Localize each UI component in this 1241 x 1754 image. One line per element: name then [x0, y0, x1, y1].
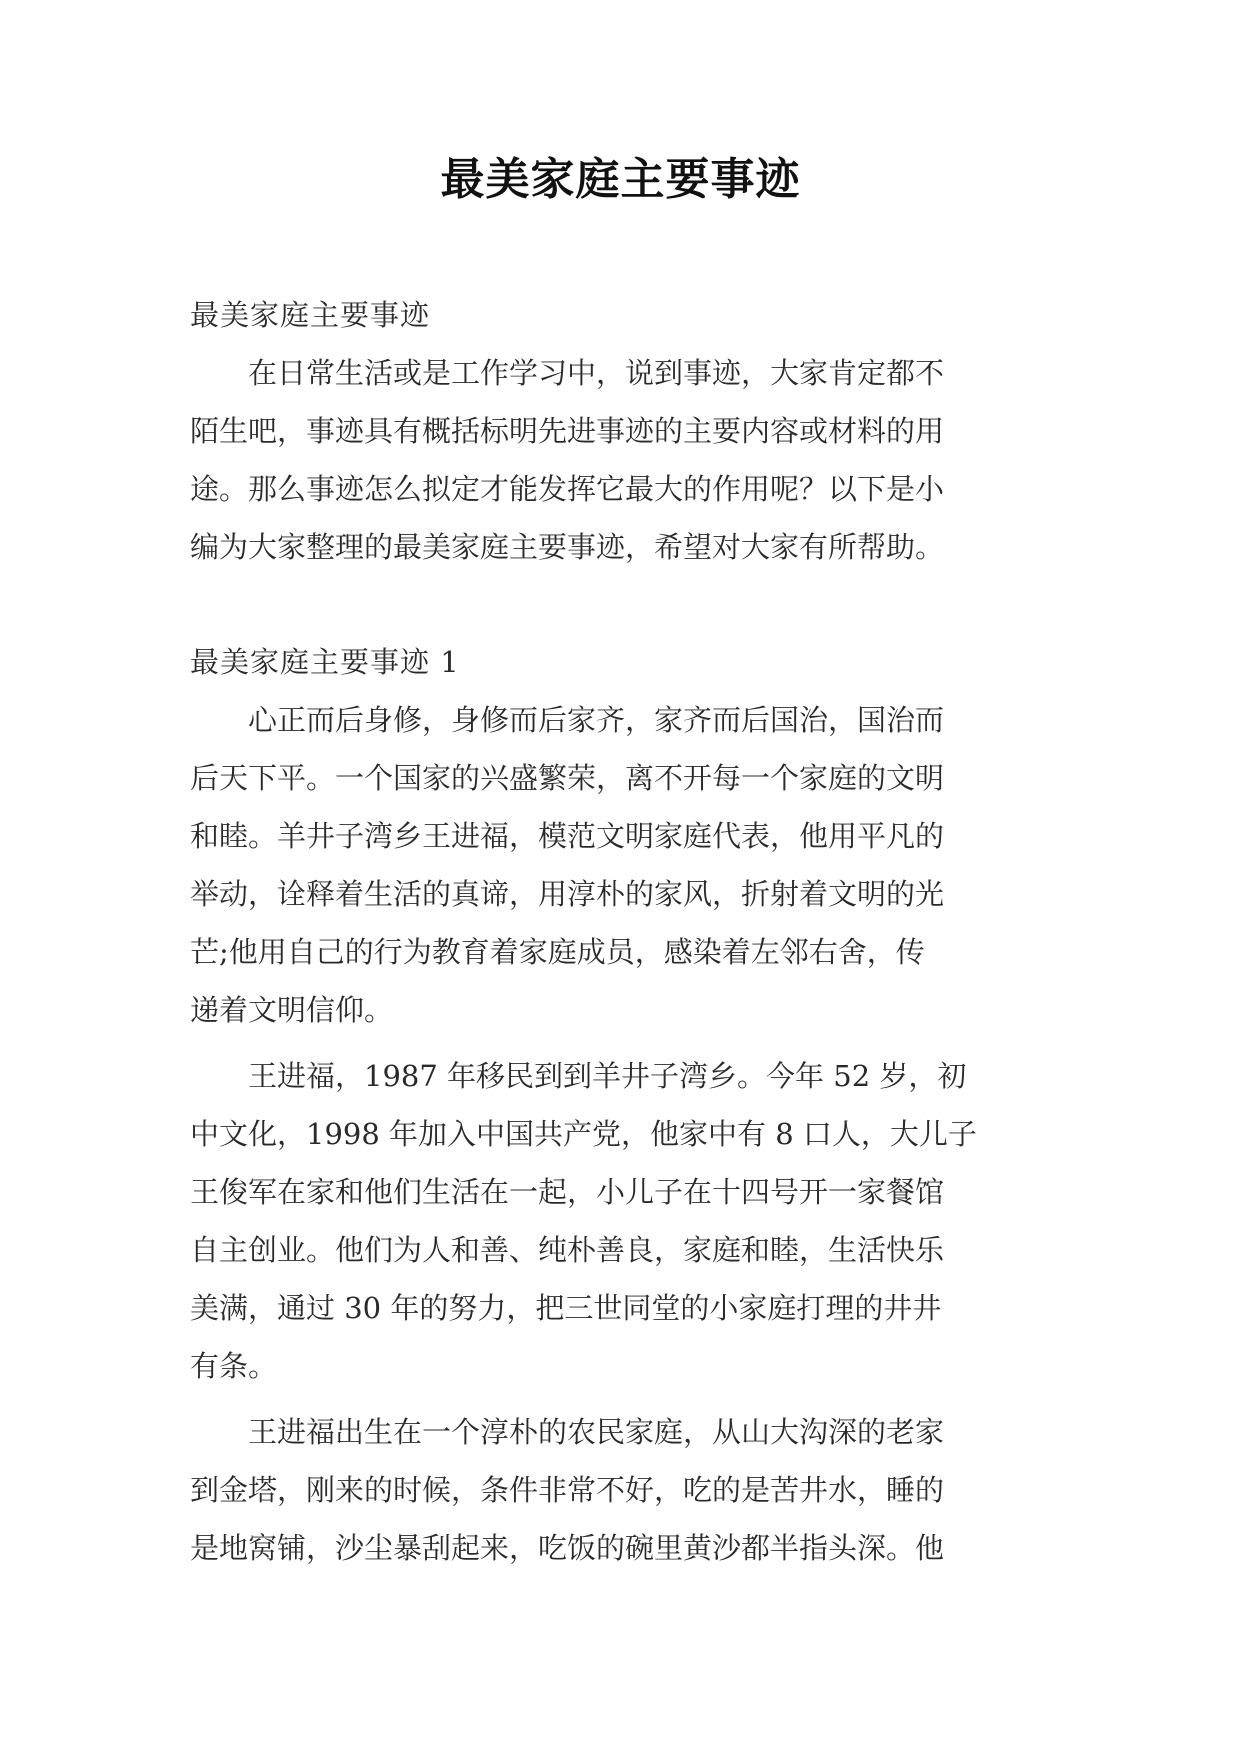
paragraph-line: 举动，诠释着生活的真谛，用淳朴的家风，折射着文明的光 [190, 877, 945, 911]
paragraph-line: 王进福，1987 年移民到到羊井子湾乡。今年 52 岁，初 [248, 1059, 967, 1093]
paragraph-line: 中文化，1998 年加入中国共产党，他家中有 8 口人，大儿子 [190, 1117, 977, 1151]
paragraph-line: 美满，通过 30 年的努力，把三世同堂的小家庭打理的井井 [190, 1291, 942, 1325]
paragraph-line: 编为大家整理的最美家庭主要事迹，希望对大家有所帮助。 [190, 530, 945, 564]
paragraph-line: 在日常生活或是工作学习中，说到事迹，大家肯定都不 [248, 356, 945, 390]
paragraph-line: 心正而后身修，身修而后家齐，家齐而后国治，国治而 [248, 703, 945, 737]
paragraph-line: 和睦。羊井子湾乡王进福，模范文明家庭代表，他用平凡的 [190, 819, 945, 853]
paragraph-line: 后天下平。一个国家的兴盛繁荣，离不开每一个家庭的文明 [190, 761, 945, 795]
paragraph-line: 芒;他用自己的行为教育着家庭成员，感染着左邻右舍，传 [190, 935, 925, 969]
intro-paragraph [190, 344, 1050, 576]
document-body [190, 286, 1050, 1577]
paragraph-line: 是地窝铺，沙尘暴刮起来，吃饭的碗里黄沙都半指头深。他 [190, 1531, 945, 1565]
body-paragraph-2 [190, 1047, 1050, 1395]
paragraph-line: 王进福出生在一个淳朴的农民家庭，从山大沟深的老家 [248, 1415, 945, 1449]
paragraph-line: 有条。 [190, 1349, 278, 1383]
section-heading: 最美家庭主要事迹 1 [190, 645, 460, 679]
document-title: 最美家庭主要事迹 [440, 154, 801, 205]
paragraph-line: 到金塔，刚来的时候，条件非常不好，吃的是苦井水，睡的 [190, 1473, 945, 1507]
paragraph-spacer [190, 1395, 1050, 1403]
paragraph-line: 途。那么事迹怎么拟定才能发挥它最大的作用呢？以下是小 [190, 472, 945, 506]
section-spacer [190, 576, 1050, 633]
paragraph-line: 递着文明信仰。 [190, 993, 394, 1027]
paragraph-line: 陌生吧，事迹具有概括标明先进事迹的主要内容或材料的用 [190, 414, 945, 448]
intro-heading: 最美家庭主要事迹 [190, 298, 431, 332]
paragraph-spacer [190, 1039, 1050, 1047]
body-paragraph-1 [190, 691, 1050, 1039]
paragraph-line: 自主创业。他们为人和善、纯朴善良，家庭和睦，生活快乐 [190, 1233, 945, 1267]
body-paragraph-3 [190, 1403, 1050, 1577]
paragraph-line: 王俊军在家和他们生活在一起，小儿子在十四号开一家餐馆 [190, 1175, 945, 1209]
